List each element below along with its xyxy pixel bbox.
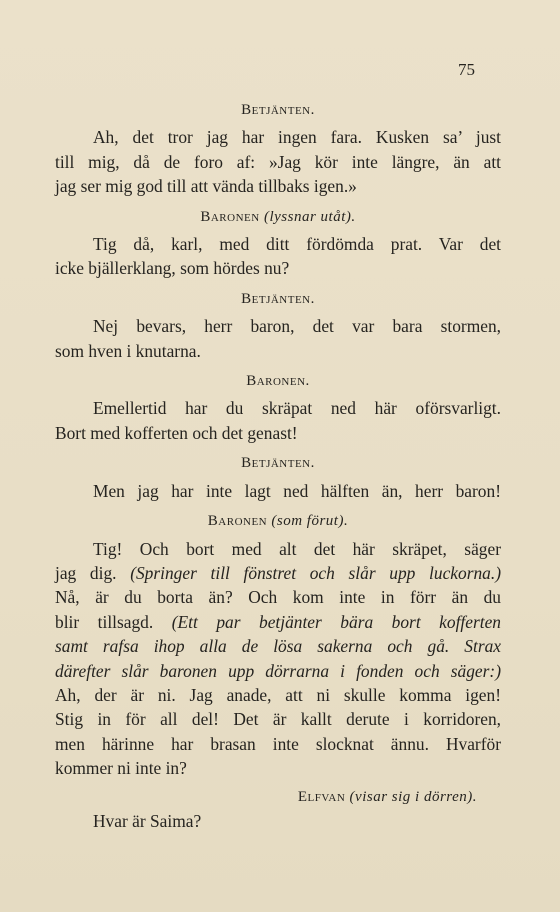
speaker-heading (55, 509, 501, 533)
dialogue-line: som hven i knutarna. (55, 340, 201, 361)
dialogue-line: Nå, är du borta än? Och kom inte in förr än du (55, 587, 501, 608)
dialogue-line: Ah, det tror jag har ingen fara. Kusken sa’ just (93, 127, 501, 148)
dialogue-line: Tig då, karl, med ditt fördömda prat. Var det (93, 234, 501, 255)
speaker-heading: Betjänten. (241, 102, 315, 118)
dialogue-line: Men jag har inte lagt ned hälften än, herr baron! (93, 480, 501, 501)
stage-direction: (lyssnar utåt). (263, 208, 356, 225)
speaker-name: Baronen (200, 208, 260, 225)
stage-direction: samt rafsa ihop alla de lösa sakerna och gå. Strax (55, 636, 501, 657)
page-number: 75 (458, 60, 475, 79)
stage-direction: (som förut). (271, 513, 349, 530)
text-run: jag dig. (55, 562, 131, 583)
stage-direction: (Springer till fönstret och slår upp luckorna.) (130, 562, 501, 583)
dialogue-line: icke bjällerklang, som hördes nu? (55, 258, 290, 279)
dialogue-line: jag ser mig god till att vända tillbaks igen.» (55, 176, 357, 197)
dialogue-line: kommer ni inte in? (55, 758, 187, 779)
speaker-heading: Betjänten. (241, 290, 315, 307)
dialogue-line: Hvar är Saima? (93, 810, 202, 831)
speaker-heading: Baronen. (246, 373, 310, 390)
speaker-heading (55, 785, 477, 809)
speaker-name: Baronen (207, 513, 268, 530)
speaker-heading: Betjänten. (241, 455, 315, 472)
dialogue-line (55, 561, 501, 585)
stage-direction: (Ett par betjänter bära bort kofferten (171, 611, 501, 632)
dialogue-line: men härinne har brasan inte slocknat ännu. Hvarför (55, 733, 501, 754)
dialogue-line: Tig! Och bort med alt det här skräpet, säger (93, 538, 501, 559)
dialogue-line: Ah, der är ni. Jag anade, att ni skulle komma igen! (55, 684, 501, 705)
stage-direction: därefter slår baronen upp dörrarna i fonden och säger:) (55, 660, 501, 681)
dialogue-line: Bort med kofferten och det genast! (55, 422, 298, 443)
stage-direction: (visar sig i dörren). (349, 788, 477, 805)
dialogue-line: till mig, då de foro af: »Jag kör inte längre, än att (55, 151, 501, 172)
text-run: blir tillsagd. (55, 611, 172, 632)
page-text (55, 92, 501, 833)
dialogue-line: Stig in för all del! Det är kallt derute i korridoren, (55, 709, 501, 730)
dialogue-line (55, 610, 501, 634)
speaker-name: Elfvan (297, 788, 346, 805)
dialogue-line: Nej bevars, herr baron, det var bara stormen, (93, 316, 501, 337)
speaker-heading (55, 205, 501, 229)
dialogue-line: Emellertid har du skräpat ned här oförsvarligt. (93, 398, 501, 419)
